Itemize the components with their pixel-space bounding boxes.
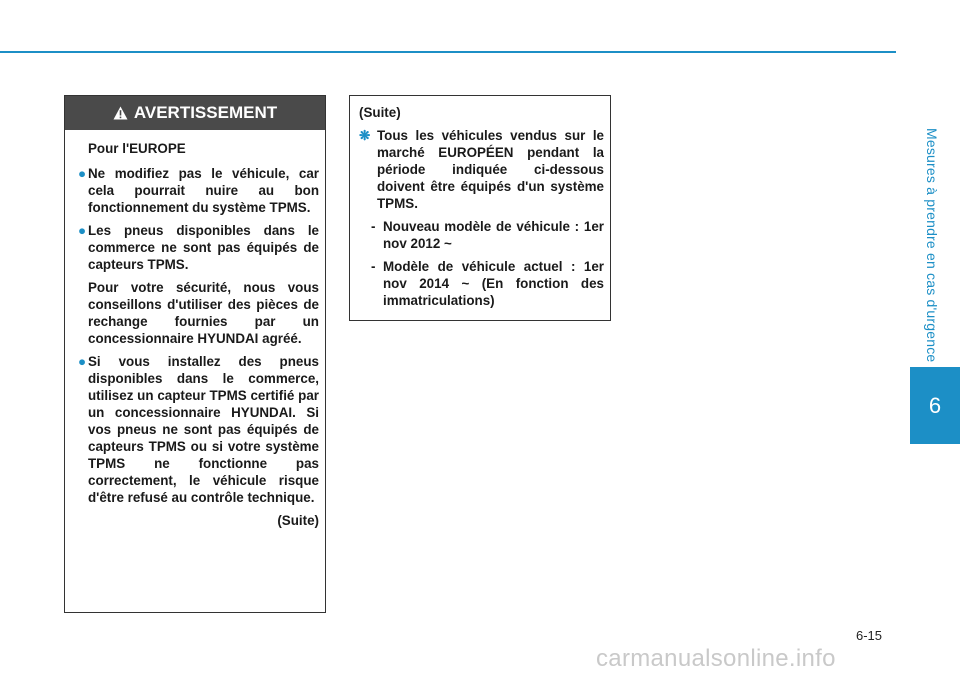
page-number: 6-15: [856, 628, 883, 643]
warning-bullet: [78, 165, 319, 216]
list-item-text: Nouveau modèle de véhicule : 1er nov 2012 ~: [383, 219, 604, 251]
bullet-text: Si vous installez des pneus disponibles dans le commerce, utilisez un capteur TPMS certifié par un concessionnaire HYUNDAI. Si vos pneus ne sont pas équipés de capteurs TPMS ou si votre système TPMS ne fonctionne pas correctement, le véhicule risque d'être refusé au contrôle technique.: [88, 354, 319, 505]
list-item: [359, 218, 604, 252]
note-text: Tous les véhicules vendus sur le marché EUROPÉEN pendant la période indiquée ci-dessous doivent être équipés d'un système TPMS.: [377, 128, 604, 211]
warning-bullet: [78, 353, 319, 506]
top-rule: [0, 51, 896, 53]
continued-label: (Suite): [277, 513, 319, 528]
bullet-text: Les pneus disponibles dans le commerce ne sont pas équipés de capteurs TPMS.: [88, 223, 319, 272]
continuation-heading: (Suite): [359, 105, 401, 120]
continuation-box: [349, 95, 611, 321]
dash-marker: -: [371, 219, 376, 234]
warning-header: [65, 96, 325, 130]
note-item: [359, 127, 604, 212]
dash-marker: -: [371, 259, 376, 274]
warning-paragraph: Pour votre sécurité, nous vous conseillons d'utiliser des pièces de rechange fournies par un concessionnaire HYUNDAI agréé.: [88, 280, 319, 346]
warning-bullet: [78, 222, 319, 273]
list-item: [359, 258, 604, 309]
warning-content: [65, 130, 325, 529]
bullet-text: Ne modifiez pas le véhicule, car cela pourrait nuire au bon fonctionnement du système TPMS.: [88, 166, 319, 215]
bullet-dot-icon: ●: [78, 166, 87, 181]
chapter-title: Mesures à prendre en cas d'urgence: [924, 127, 940, 363]
chapter-tab: 6: [910, 367, 960, 444]
bullet-dot-icon: ●: [78, 354, 87, 369]
list-item-text: Modèle de véhicule actuel : 1er nov 2014 ~ (En fonction des immatriculations): [383, 259, 604, 308]
bullet-dot-icon: ●: [78, 223, 87, 238]
note-star-icon: ❋: [359, 128, 371, 143]
warning-heading: Pour l'EUROPE: [88, 141, 186, 156]
continuation-content: [350, 96, 610, 309]
warning-triangle-icon: [113, 106, 128, 120]
warning-box: [64, 95, 326, 613]
watermark: carmanualsonline.info: [596, 645, 836, 672]
warning-title: AVERTISSEMENT: [133, 103, 278, 122]
